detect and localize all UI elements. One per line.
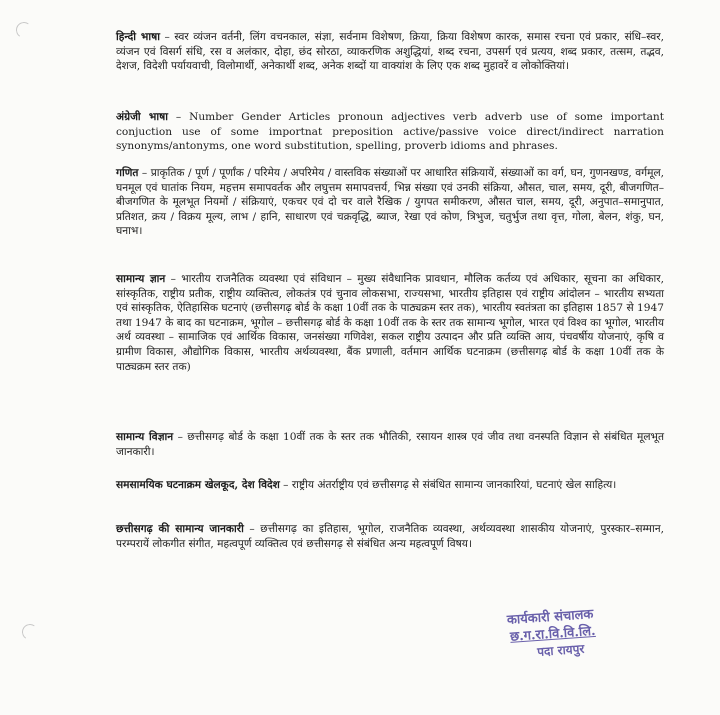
stamp-line: पदा रायपुर xyxy=(536,641,585,659)
section-body: – छत्तीसगढ़ का इतिहास, भूगोल, राजनैतिक व्यवस्था, अर्थव्यवस्था शासकीय योजनाएं, पुरस्कार–सम्मान, परम्परायें लोकगीत संगीत, महत्वपूर्ण व्यक्तित्व एवं छत्तीसगढ़ से संबंधित अन्य महत्वपूर्ण विषय। xyxy=(116,523,665,550)
section-title: सामान्य विज्ञान xyxy=(116,431,174,443)
section-title: अंग्रेजी भाषा xyxy=(116,111,168,123)
section-general-science xyxy=(116,430,664,459)
punch-hole-mark xyxy=(21,623,40,642)
punch-hole-mark xyxy=(15,21,34,40)
section-title: सामान्य ज्ञान xyxy=(116,273,166,285)
section-title: हिन्दी भाषा xyxy=(116,31,160,43)
section-body: – भारतीय राजनैतिक व्यवस्था एवं संविधान – मुख्य संवैधानिक प्रावधान, मौलिक कर्तव्य एवं अधिकार, सूचना का अधिकार, सांस्कृतिक, राष्ट्रीय प्रतीक, राष्ट्रीय व्यक्तित्व, लोकतंत्र एवं चुनाव लोकसभा, राज्यसभा, भारतीय इतिहास एवं राष्ट्रीय आंदोलन – भारतीय सभ्यता एवं सांस्कृतिक, ऐतिहासिक घटनाएं (छत्तीसगढ़ बोर्ड के कक्षा 10वीं तक के पाठ्यक्रम स्तर तक), भारतीय स्वतंत्रता का इतिहास 1857 से 1947 तथा 1947 के बाद का घटनाक्रम, भूगोल – छत्तीसगढ़ बोर्ड के कक्षा 10वीं तक के स्तर तक सामान्य भूगोल, भारत एवं विश्व का भूगोल, भारतीय अर्थ व्यवस्था – सामाजिक एवं आर्थिक विकास, जनसंख्या गणिवेश, सकल राष्ट्रीय उत्पादन और प्रति व्यक्ति आय, पंचवर्षीय योजनाएं, कृषि व ग्रामीण विकास, औद्योगिक विकास, भारतीय अर्थव्यवस्था, बैंक प्रणाली, वर्तमान आर्थिक घटनाक्रम (छत्तीसगढ़ बोर्ड के कक्षा 10वीं तक के पाठ्यक्रम स्तर तक) xyxy=(116,273,664,373)
section-body: – स्वर व्यंजन वर्तनी, लिंग वचनकाल, संज्ञा, सर्वनाम विशेषण, क्रिया, क्रिया विशेषण कारक, समास रचना एवं प्रकार, संधि–स्वर, व्यंजन एवं विसर्ग संधि, रस व अलंकार, दोहा, छंद सोरठा, व्याकरणिक अशुद्धियां, शब्द रचना, उपसर्ग एवं प्रत्यय, शब्द प्रकार, तत्सम, तद्भव, देशज, विदेशी पर्यायवाची, विलोमार्थी, अनेकार्थी शब्द, अनेक शब्दों या वाक्यांश के लिए एक शब्द मुहावरें व लोकोक्तियां। xyxy=(116,31,664,73)
section-title: गणित xyxy=(116,167,139,179)
section-body: – Number Gender Articles pronoun adjectives verb adverb use of some important conjuction use of some importnat preposition active/passive voice direct/indirect narration synonyms/antonyms, one word substitution, spelling, proverb idioms and phrases. xyxy=(116,111,665,153)
section-maths xyxy=(116,166,664,239)
section-current-affairs xyxy=(116,478,664,493)
stamp-line: कार्यकारी संचालक xyxy=(506,606,594,628)
section-body: – प्राकृतिक / पूर्ण / पूर्णांक / परिमेय / अपरिमेय / वास्तविक संख्याओं पर आधारित संक्रियायें, संख्याओं का वर्ग, घन, गुणनखण्ड, वर्गमूल, घनमूल एवं घातांक नियम, महत्तम समापवर्तक और लघुत्तम समापवत्तर्य, भिन्न संख्या एवं उनकी संक्रिया, औसत, चाल, समय, दूरी, बीजगणित–बीजगणित के मूलभूत नियमों / संक्रियाएं, एकचर एवं दो चर वाले रैखिक / युगपत समीकरण, औसत चाल, समय, दूरी, अनुपात–समानुपात, प्रतिशत, क्रय / विक्रय मूल्य, लाभ / हानि, साधारण एवं चक्रवृद्धि, ब्याज, रेखा एवं कोण, त्रिभुज, चतुर्भुज तथा वृत्त, गोला, बेलन, शंकु, घन, घनाभ। xyxy=(116,167,664,238)
section-chhattisgarh-gk xyxy=(116,522,664,551)
section-body: – राष्ट्रीय अंतर्राष्ट्रीय एवं छत्तीसगढ़ से संबंधित सामान्य जानकारियां, घटनाएं खेल साहित्य। xyxy=(279,479,617,491)
section-english xyxy=(116,110,664,154)
official-stamp xyxy=(488,603,641,664)
section-general-knowledge xyxy=(116,272,664,374)
section-title: समसामयिक घटनाक्रम खेलकूद, देश विदेश xyxy=(116,479,280,491)
section-body: – छत्तीसगढ़ बोर्ड के कक्षा 10वीं तक के स्तर तक भौतिकी, रसायन शास्त्र एवं जीव तथा वनस्पति विज्ञान से संबंधित मूलभूत जानकारी। xyxy=(116,431,664,458)
stamp-line: छ.ग.रा.वि.वि.लि. xyxy=(509,623,597,645)
section-title: छत्तीसगढ़ की सामान्य जानकारी xyxy=(116,523,244,535)
section-hindi xyxy=(116,30,664,74)
